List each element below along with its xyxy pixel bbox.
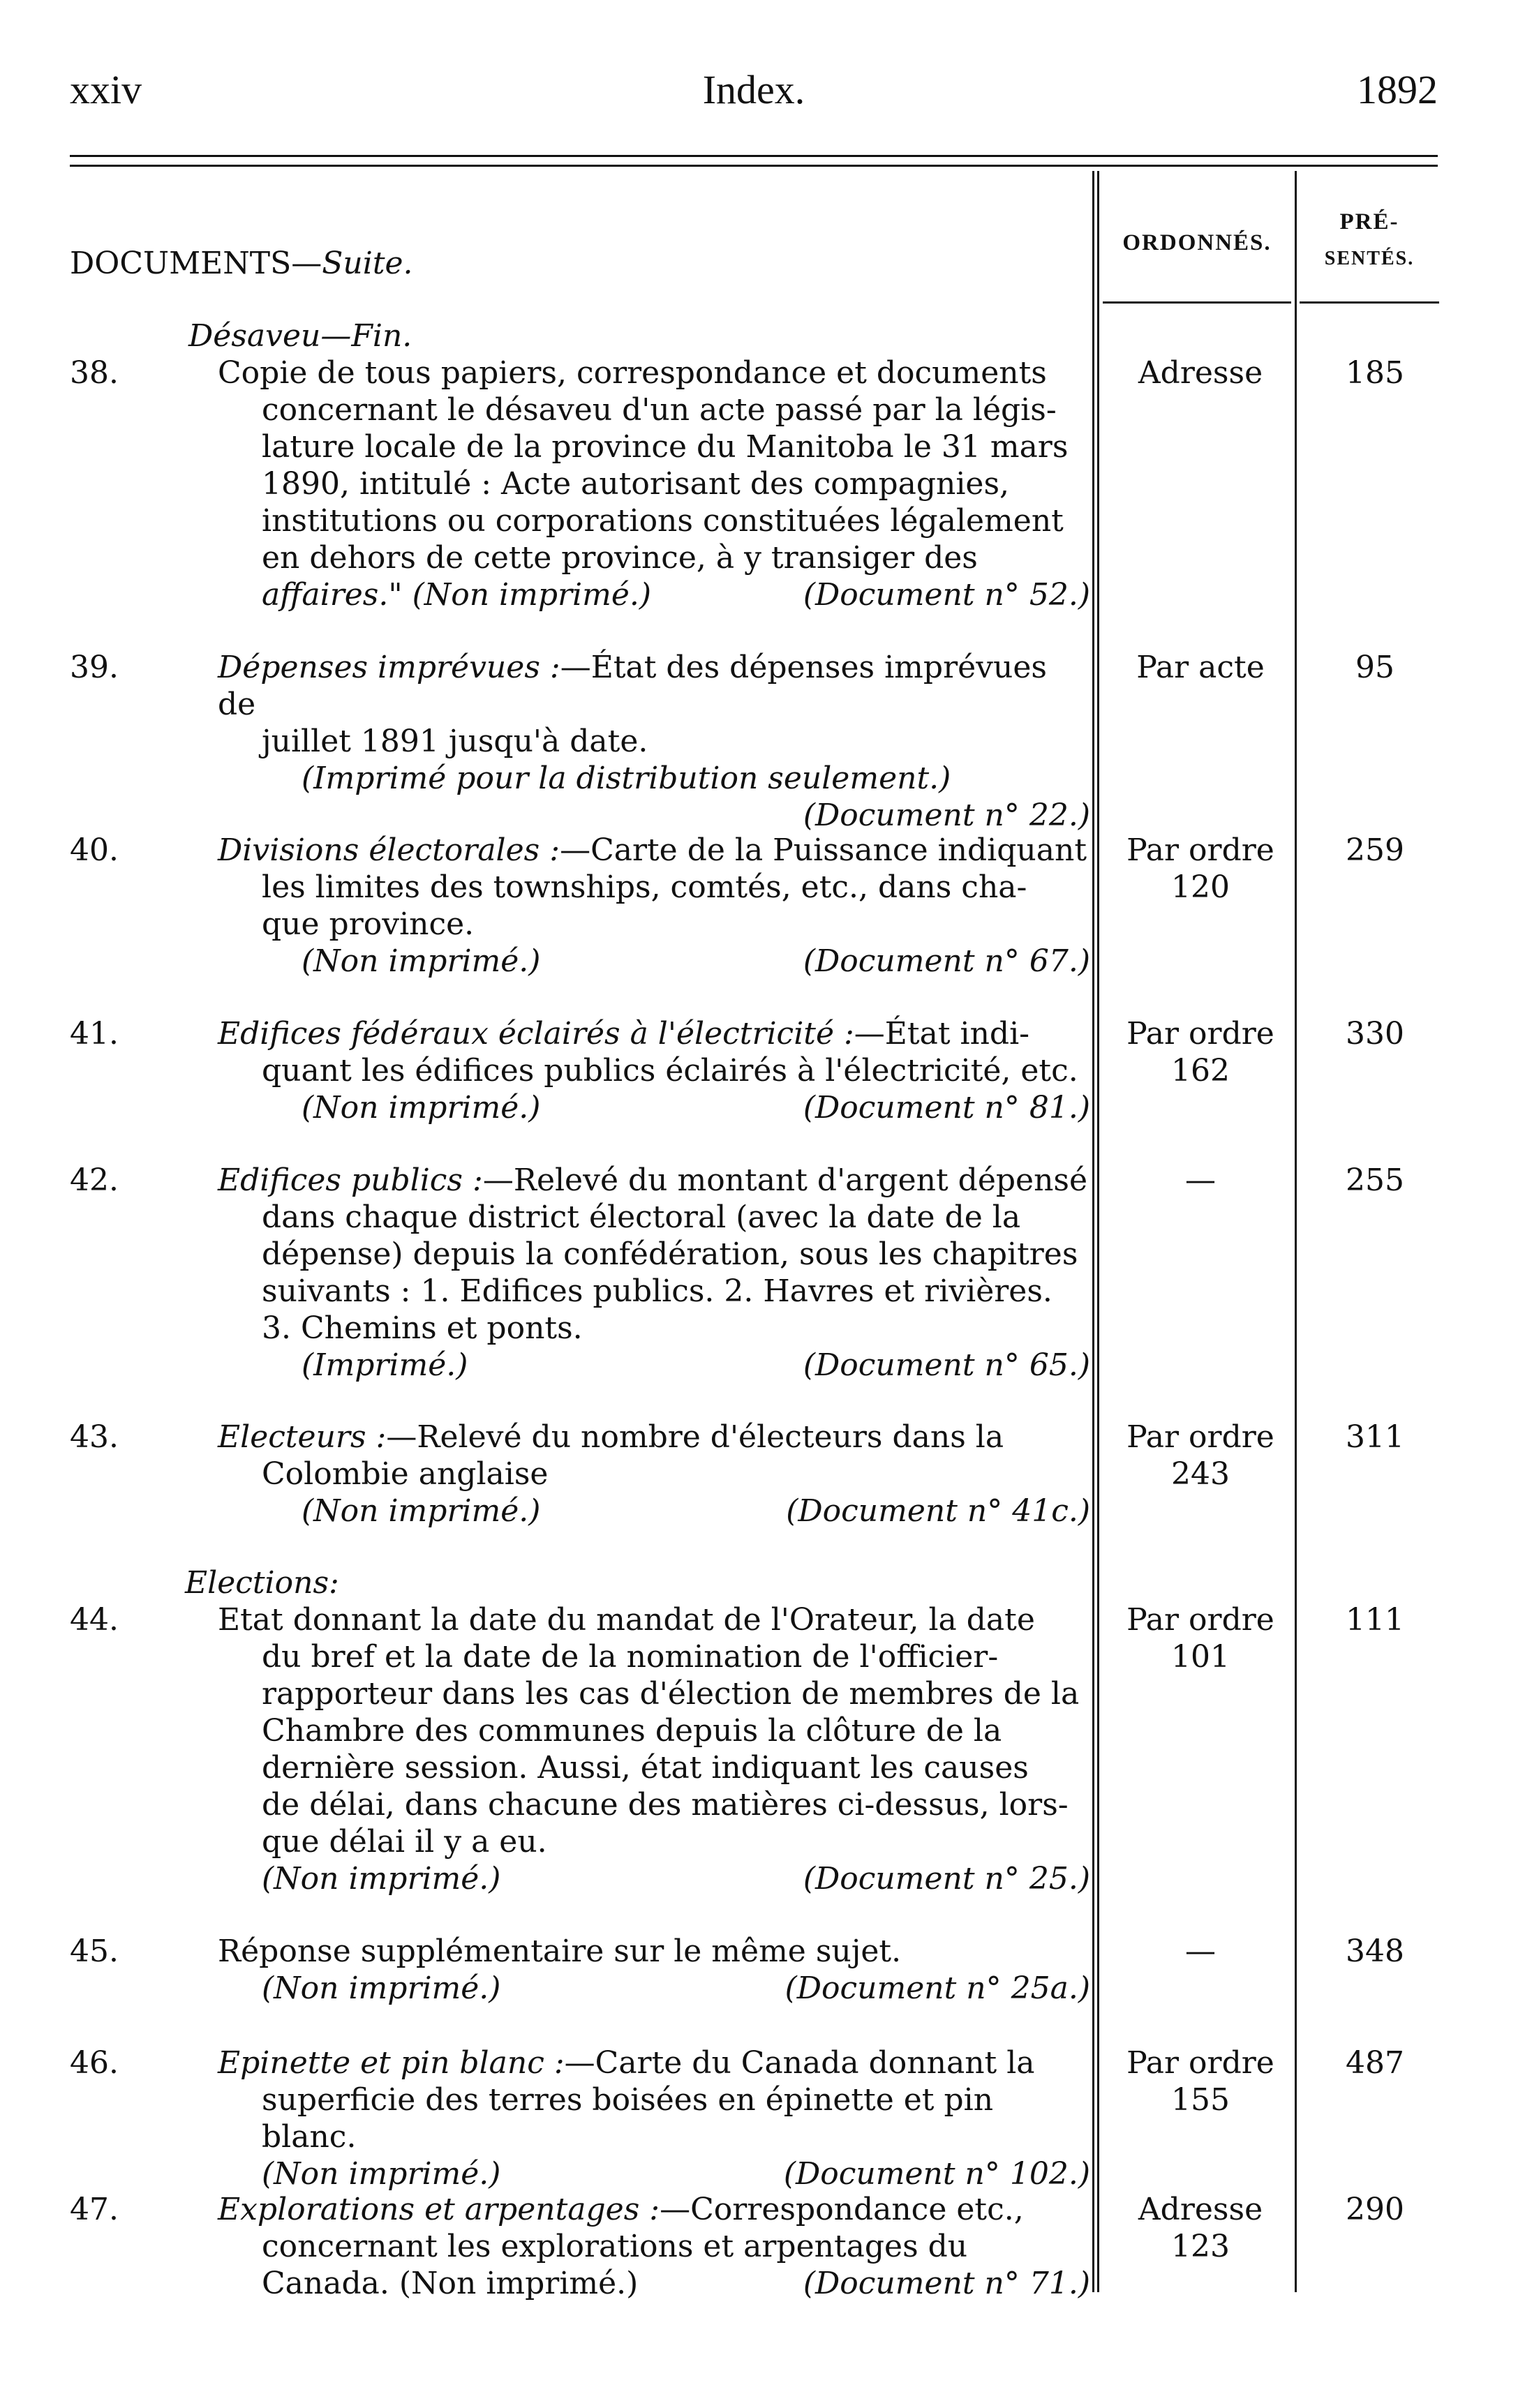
entry-status: (Non imprimé.) bbox=[302, 1090, 541, 1126]
entry-presented: 255 bbox=[1346, 1162, 1404, 1198]
entry-ordered bbox=[1110, 2191, 1291, 2265]
entry-status: (Non imprimé.) bbox=[262, 1970, 501, 2006]
entry-number: 43. bbox=[70, 1419, 119, 1455]
entry-body bbox=[218, 1162, 1090, 1384]
entry-document: (Document n° 52.) bbox=[803, 577, 1090, 613]
entry-line: —Carte de la Puissance indiquant bbox=[560, 832, 1087, 868]
entry-document: (Document n° 71.) bbox=[803, 2266, 1090, 2301]
entry-line: —Relevé du montant d'argent dépensé bbox=[482, 1162, 1088, 1198]
entry-presented: 330 bbox=[1346, 1016, 1404, 1052]
column-header-rule-presented bbox=[1300, 301, 1439, 304]
entry-status: (Non imprimé.) bbox=[302, 1493, 541, 1529]
entry-line: institutions ou corporations constituées légalement bbox=[262, 503, 1064, 539]
entry-presented: 259 bbox=[1346, 832, 1404, 868]
entry-topic: Dépenses imprévues : bbox=[218, 650, 560, 685]
entry-line: juillet 1891 jusqu'à date. bbox=[262, 724, 648, 759]
entry-line: Etat donnant la date du mandat de l'Orateur, la date bbox=[218, 1602, 1035, 1638]
column-divider-right bbox=[1295, 171, 1297, 2292]
entry-topic: Electeurs : bbox=[218, 1419, 387, 1455]
entry-ordered bbox=[1110, 1601, 1291, 1675]
entry-status: (Non imprimé.) bbox=[262, 2156, 501, 2192]
entry-line: superficie des terres boisées en épinette et pin blanc. bbox=[262, 2082, 994, 2155]
ordered-number: 123 bbox=[1171, 2229, 1230, 2264]
entry-number: 39. bbox=[70, 650, 119, 685]
entry-line: dernière session. Aussi, état indiquant les causes bbox=[262, 1750, 1029, 1786]
entry-document: (Document n° 22.) bbox=[803, 798, 1090, 833]
column-divider-left-b bbox=[1097, 171, 1099, 2292]
entry-document: (Document n° 65.) bbox=[803, 1347, 1090, 1383]
entry-line: —État indi- bbox=[854, 1016, 1030, 1052]
ordered-number: 120 bbox=[1171, 869, 1230, 905]
ordered-number: 243 bbox=[1171, 1456, 1230, 1492]
entry-line: dans chaque district électoral (avec la date de la bbox=[262, 1199, 1021, 1235]
entry-status: (Non imprimé.) bbox=[302, 943, 541, 979]
entry-ordered bbox=[1110, 1015, 1291, 1089]
entry-line: quant les édifices publics éclairés à l'électricité, etc. bbox=[262, 1053, 1078, 1089]
entry-number: 42. bbox=[70, 1162, 119, 1198]
entry-line: —Relevé du nombre d'électeurs dans la bbox=[386, 1419, 1004, 1455]
entry-line: concernant les explorations et arpentages du bbox=[262, 2229, 968, 2264]
entry-body bbox=[218, 1933, 1090, 2007]
ordered-number: 162 bbox=[1171, 1053, 1230, 1089]
column-divider-left-a bbox=[1092, 171, 1094, 2292]
entry-topic: Edifices publics : bbox=[218, 1162, 483, 1198]
entry-topic: Divisions électorales : bbox=[218, 832, 560, 868]
section-title-main: DOCUMENTS— bbox=[70, 246, 322, 281]
entry-body bbox=[218, 354, 1090, 613]
page-header bbox=[70, 66, 1438, 122]
entry-ordered bbox=[1110, 1419, 1291, 1493]
entry-ordered bbox=[1110, 2044, 1291, 2118]
entry-line: Colombie anglaise bbox=[262, 1456, 549, 1492]
header-rule-top bbox=[70, 155, 1438, 157]
ordered-label: Par ordre bbox=[1126, 832, 1274, 868]
entry-document: (Document n° 25.) bbox=[803, 1861, 1090, 1897]
column-header-ordered: ORDONNÉS. bbox=[1122, 230, 1272, 255]
column-header-rule-ordered bbox=[1103, 301, 1291, 304]
entry-number: 46. bbox=[70, 2045, 119, 2081]
entry-line: dépense) depuis la confédération, sous les chapitres bbox=[262, 1236, 1078, 1272]
entry-body bbox=[218, 2044, 1090, 2192]
entry-ordered: — bbox=[1185, 1162, 1216, 1198]
entry-ordered: Par acte bbox=[1136, 650, 1265, 685]
entry-line: du bref et la date de la nomination de l'officier- bbox=[262, 1639, 999, 1675]
entry-ordered bbox=[1110, 832, 1291, 906]
entry-status: Canada. (Non imprimé.) bbox=[262, 2266, 639, 2301]
entry-body bbox=[218, 649, 1090, 834]
ordered-number: 101 bbox=[1171, 1639, 1230, 1675]
entry-line: Copie de tous papiers, correspondance et documents bbox=[218, 355, 1047, 391]
entry-line: les limites des townships, comtés, etc., dans cha- bbox=[262, 869, 1027, 905]
entry-line: concernant le désaveu d'un acte passé par la légis- bbox=[262, 392, 1057, 428]
entry-presented: 111 bbox=[1346, 1602, 1404, 1638]
entry-body bbox=[218, 1015, 1090, 1126]
entry-document: (Document n° 25a.) bbox=[784, 1970, 1090, 2006]
ordered-number: 155 bbox=[1171, 2082, 1230, 2118]
page-year: 1892 bbox=[1357, 67, 1438, 112]
ordered-label: Par ordre bbox=[1126, 1602, 1274, 1638]
entry-topic: Explorations et arpentages : bbox=[218, 2192, 660, 2227]
entry-body bbox=[218, 1601, 1090, 1897]
entry-presented: 311 bbox=[1346, 1419, 1404, 1455]
entry-document: (Document n° 81.) bbox=[803, 1090, 1090, 1126]
entry-line: —Carte du Canada donnant la bbox=[564, 2045, 1035, 2081]
entry-line: suivants : 1. Edifices publics. 2. Havres et rivières. bbox=[262, 1273, 1052, 1309]
column-header-presented-1: PRÉ- bbox=[1339, 209, 1399, 234]
entry-body bbox=[218, 1419, 1090, 1530]
entry-line: que province. bbox=[262, 906, 475, 942]
subhead-desaveu: Désaveu—Fin. bbox=[188, 318, 412, 354]
entry-number: 40. bbox=[70, 832, 119, 868]
column-header-presented-2: SENTÉS. bbox=[1324, 248, 1415, 269]
entry-status: (Imprimé.) bbox=[302, 1347, 468, 1383]
entry-topic: Edifices fédéraux éclairés à l'électricité : bbox=[218, 1016, 854, 1052]
entry-topic: Epinette et pin blanc : bbox=[218, 2045, 565, 2081]
entry-line: en dehors de cette province, à y transiger des bbox=[262, 540, 978, 576]
entry-line: rapporteur dans les cas d'élection de membres de la bbox=[262, 1676, 1080, 1712]
ordered-label: Par ordre bbox=[1126, 2045, 1274, 2081]
entry-status: (Non imprimé.) bbox=[262, 1861, 501, 1897]
page-title: Index. bbox=[702, 67, 805, 112]
entry-line: 3. Chemins et ponts. bbox=[262, 1310, 583, 1346]
entry-presented: 185 bbox=[1346, 355, 1404, 391]
entry-status: affaires." (Non imprimé.) bbox=[262, 577, 652, 613]
entry-note: (Imprimé pour la distribution seulement.) bbox=[302, 761, 951, 796]
entry-document: (Document n° 67.) bbox=[803, 943, 1090, 979]
ordered-label: Adresse bbox=[1138, 2192, 1263, 2227]
entry-presented: 487 bbox=[1346, 2045, 1404, 2081]
entry-line: Réponse supplémentaire sur le même sujet. bbox=[218, 1934, 902, 1969]
entry-presented: 95 bbox=[1355, 650, 1394, 685]
entry-body bbox=[218, 832, 1090, 980]
section-title-suffix: Suite. bbox=[322, 246, 413, 281]
entry-line: lature locale de la province du Manitoba le 31 mars bbox=[262, 429, 1069, 465]
entry-line: Chambre des communes depuis la clôture de la bbox=[262, 1713, 1002, 1749]
entry-line: —État des dépenses imprévues de bbox=[218, 650, 1047, 722]
entry-presented: 290 bbox=[1346, 2192, 1404, 2227]
entry-number: 47. bbox=[70, 2192, 119, 2227]
entry-body bbox=[218, 2191, 1090, 2302]
entry-presented: 348 bbox=[1346, 1934, 1404, 1969]
entry-line: —Correspondance etc., bbox=[660, 2192, 1024, 2227]
entry-document: (Document n° 102.) bbox=[783, 2156, 1090, 2192]
section-title bbox=[70, 246, 413, 281]
entry-ordered: — bbox=[1185, 1934, 1216, 1969]
entry-number: 44. bbox=[70, 1602, 119, 1638]
ordered-label: Par ordre bbox=[1126, 1016, 1274, 1052]
entry-ordered: Adresse bbox=[1138, 355, 1263, 391]
entry-line: de délai, dans chacune des matières ci-dessus, lors- bbox=[262, 1787, 1069, 1823]
entry-number: 38. bbox=[70, 355, 119, 391]
entry-line: que délai il y a eu. bbox=[262, 1824, 547, 1860]
page-number: xxiv bbox=[70, 67, 142, 112]
ordered-label: Par ordre bbox=[1126, 1419, 1274, 1455]
entry-number: 45. bbox=[70, 1934, 119, 1969]
entry-line: 1890, intitulé : Acte autorisant des compagnies, bbox=[262, 466, 1010, 502]
header-rule-bottom bbox=[70, 165, 1438, 167]
entry-number: 41. bbox=[70, 1016, 119, 1052]
subhead-elections: Elections: bbox=[185, 1565, 339, 1601]
entry-document: (Document n° 41c.) bbox=[786, 1493, 1090, 1529]
